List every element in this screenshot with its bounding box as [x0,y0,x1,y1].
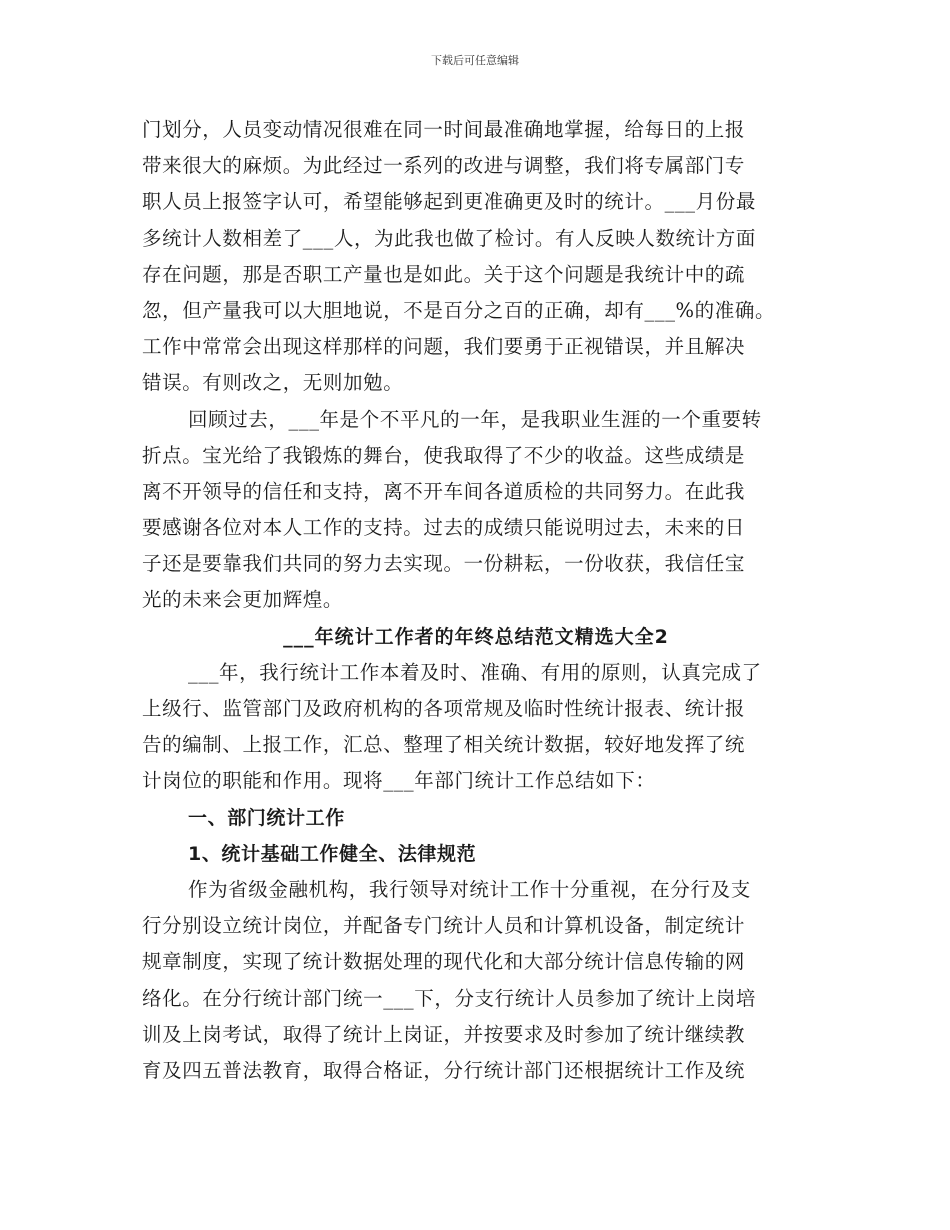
paragraph-line: ___年，我行统计工作本着及时、准确、有用的原则，认真完成了 [188,660,762,684]
paragraph-line: 工作中常常会出现这样那样的问题，我们要勇于正视错误，并且解决 [142,335,746,359]
paragraph-line: 子还是要靠我们共同的努力去实现。一份耕耘，一份收获，我信任宝 [142,552,746,576]
paragraph-line: 带来很大的麻烦。为此经过一系列的改进与调整，我们将专属部门专 [142,154,746,178]
paragraph-line: 作为省级金融机构，我行领导对统计工作十分重视，在分行及支 [188,877,751,901]
paragraph-line: 回顾过去，___年是个不平凡的一年，是我职业生涯的一个重要转 [188,407,762,431]
paragraph-line: 规章制度，实现了统计数据处理的现代化和大部分统计信息传输的网 [142,950,746,974]
paragraph-line: 络化。在分行统计部门统一___下，分支行统计人员参加了统计上岗培 [142,986,756,1010]
paragraph-line: 要感谢各位对本人工作的支持。过去的成绩只能说明过去，未来的日 [142,516,746,540]
paragraph-line: 门划分，人员变动情况很难在同一时间最准确地掌握，给每日的上报 [142,118,746,141]
paragraph-line: 多统计人数相差了___人，为此我也做了检讨。有人反映人数统计方面 [142,226,756,250]
header-note: 下载后可任意编辑 [431,54,519,67]
paragraph-line: 上级行、监管部门及政府机构的各项常规及临时性统计报表、统计报 [142,697,746,720]
paragraph-line: 离不开领导的信任和支持，离不开车间各道质检的共同努力。在此我 [142,479,746,503]
paragraph-line: 忽，但产量我可以大胆地说，不是百分之百的正确，却有___%的准确。 [142,298,776,322]
paragraph-line: 光的未来会更加辉煌。 [142,588,344,612]
paragraph-line: 存在问题，那是否职工产量也是如此。关于这个问题是我统计中的疏 [142,262,746,286]
document-body [142,112,810,1089]
paragraph-line: 告的编制、上报工作，汇总、整理了相关统计数据，较好地发挥了统 [142,733,746,757]
paragraph-line: 错误。有则改之，无则加勉。 [142,371,404,395]
subheading: 一、部门统计工作 [188,806,345,829]
paragraph-line: 行分别设立统计岗位，并配备专门统计人员和计算机设备，制定统计 [142,914,746,938]
paragraph-line: 计岗位的职能和作用。现将___年部门统计工作总结如下： [142,769,656,793]
paragraph-line: 折点。宝光给了我锻炼的舞台，使我取得了不少的收益。这些成绩是 [142,443,746,467]
paragraph-line: 育及四五普法教育，取得合格证，分行统计部门还根据统计工作及统 [142,1058,746,1082]
paragraph-line: 训及上岗考试，取得了统计上岗证，并按要求及时参加了统计继续教 [142,1022,746,1046]
section-title: ___年统计工作者的年终总结范文精选大全2 [283,625,669,648]
paragraph-line: 职人员上报签字认可，希望能够起到更准确更及时的统计。___月份最 [142,190,756,214]
subheading: 1、统计基础工作健全、法律规范 [188,842,477,865]
